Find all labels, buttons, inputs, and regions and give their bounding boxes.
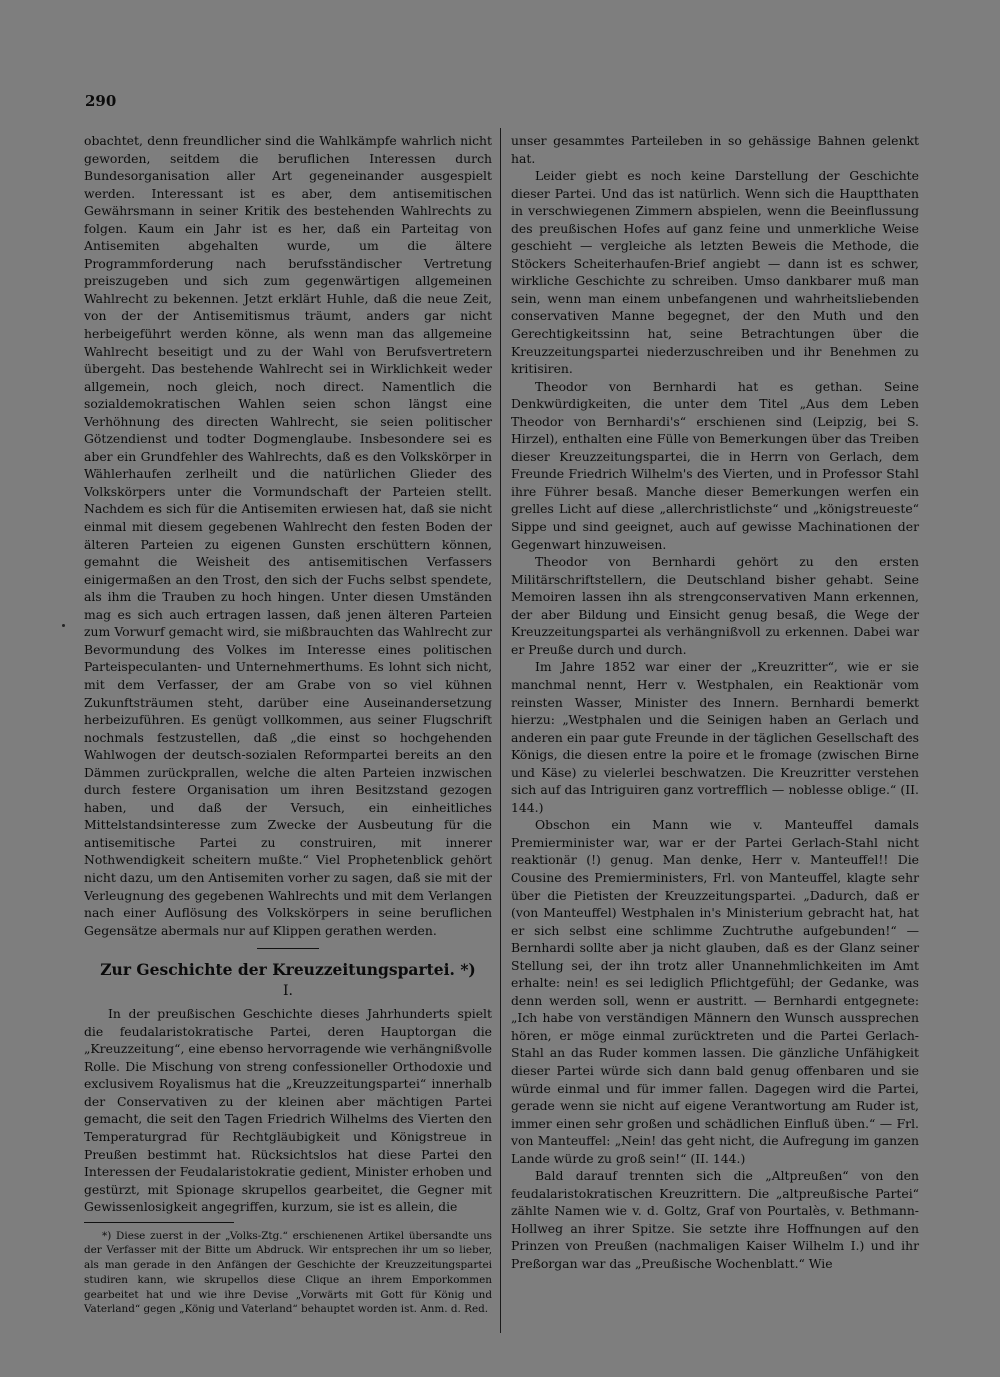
footnote-divider — [84, 1222, 234, 1223]
section-number: I. — [283, 983, 293, 1000]
page-number: 290 — [85, 92, 117, 110]
left-column — [84, 132, 492, 1317]
paragraph: Leider giebt es noch keine Darstellung der Geschichte dieser Partei. Und das ist natürlich. Wenn sich die Hauptthaten in verschwiegenen Zimmern abspielen, wenn die Beeinflussung des preußischen Hofes auf ganz feine und unmerkliche Weise geschieht — vergleiche als letzten Beweis die Methode, die Stöckers Scheiterhaufen-Brief angiebt — dann ist es schwer, wirkliche Geschichte zu schreiben. Umso dankbarer muß man sein, wenn man einem unbefangenen und wahrheitsliebenden conservativen Manne begegnet, der den Muth und den Gerechtigkeitssinn hat, seine Betrachtungen über die Kreuzzeitungspartei niederzuschreiben und ihr Benehmen zu kritisiren. — [511, 168, 919, 377]
article-end-paragraph: obachtet, denn freundlicher sind die Wahlkämpfe wahrlich nicht geworden, seitdem die beruflichen Interessen durch Bundesorganisation aller Art gegeneinander ausgespielt werden. Interessant ist es aber, dem antisemitischen Gewährsmann in seiner Kritik des bestehenden Wahlrechts zu folgen. Kaum ein Jahr ist es her, daß ein Parteitag von Antisemiten abgehalten wurde, um die ältere Programmforderung nach berufsständischer Vertretung preiszugeben und sich zum gegenwärtigen allgemeinen Wahlrecht zu bekennen. Jetzt erklärt Huhle, daß die neue Zeit, von der der Antisemitismus träumt, anders gar nicht herbeigeführt werden könne, als wenn man das allgemeine Wahlrecht beseitigt und zu der Wahl von Berufsvertretern übergeht. Das bestehende Wahlrecht sei in Wirklichkeit weder allgemein, noch gleich, noch direct. Namentlich die sozialdemokratischen Wahlen seien schon längst eine Verhöhnung des directen Wahlrecht, sie seien politischer Götzendienst und todter Dogmenglaube. Insbesondere sei es aber ein Grundfehler des Wahlrechts, daß es den Volkskörper in Wählerhaufen zerlheilt und die natürlichen Glieder des Volkskörpers unter die Vormundschaft der Parteien stellt. Nachdem es sich für die Antisemiten erwiesen hat, daß sie nicht einmal mit diesem gegebenen Wahlrecht den festen Boden der älteren Parteien zu eigenen Gunsten erschüttern können, gemahnt die Weisheit des antisemitischen Verfassers einigermaßen an den Trost, den sich der Fuchs selbst spendete, als ihm die Trauben zu hoch hingen. Unter diesen Umständen mag es sich auch ertragen lassen, daß jenen älteren Parteien zum Vorwurf gemacht wird, sie mißbrauchten das Wahlrecht zur Bevormundung des Volkes im Interesse eines politischen Parteispeculanten- und Unternehmerthums. Es lohnt sich nicht, mit dem Verfasser, der am Grabe von so viel kühnen Zukunftsträumen steht, darüber eine Auseinandersetzung herbeizuführen. Es genügt vollkommen, aus seiner Flugschrift nochmals festzustellen, daß „die einst so hochgehenden Wahlwogen der deutsch-sozialen Reformpartei bereits an den Dämmen zurückprallen, welche die alten Parteien inzwischen durch festere Organisation um ihren Besitzstand gezogen haben, und daß der Versuch, ein einheitliches Mittelstandsinteresse zum Zwecke der Ausbeutung für die antisemitische Partei zu construiren, mit innerer Nothwendigkeit scheitern mußte.“ Viel Prophetenblick gehört nicht dazu, um den Antisemiten vorher zu sagen, daß sie mit der Verleugnung des gegebenen Wahlrechts und mit dem Verlangen nach einer Auflösung des Volkskörpers in seine beruflichen Gegensätze abermals nur auf Klippen gerathen werden. — [84, 133, 492, 938]
paragraph: Bald darauf trennten sich die „Altpreußen“ von den feudalaristokratischen Kreuzrittern. Die „altpreußische Partei“ zählte Namen wie v. d. Goltz, Graf von Pourtalès, v. Bethmann-Hollweg an ihrer Spitze. Sie setzte ihre Hoffnungen auf den Prinzen von Preußen (nachmaligen Kaiser Wilhelm I.) und ihr Preßorgan war das „Preußische Wochenblatt.“ Wie — [511, 1168, 919, 1271]
paragraph: unser gesammtes Parteileben in so gehässige Bahnen gelenkt hat. — [511, 133, 919, 166]
paragraph: Obschon ein Mann wie v. Manteuffel damals Premierminister war, war er der Partei Gerlach-Stahl nicht reaktionär (!) genug. Man denke, Herr v. Manteuffel!! Die Cousine des Premierministers, Frl. von Manteuffel, klagte sehr über die Pietisten der Kreuzzeitungspartei. „Dadurch, daß er (von Manteuffel) Westphalen in's Ministerium gebracht hat, hat er sich selbst eine schlimme Zuchtruthe aufgebunden!“ — Bernhardi sollte aber ja nicht glauben, daß es der Glanz seiner Stellung sei, der ihn trotz aller Unannehmlichkeiten im Amt erhalte: nein! es sei lediglich Pflichtgefühl; der Gedanke, was denn werden soll, wenn er austritt. — Bernhardi entgegnete: „Ich habe von verständigen Männern den Wunsch aussprechen hören, er möge einmal zurücktreten und die Partei Gerlach-Stahl an das Ruder kommen lassen. Die gänzliche Unfähigkeit dieser Partei würde sich dann bald genug offenbaren und sie würde einmal und für immer fallen. Dagegen wird die Partei, gerade wenn sie nicht auf eigene Verantwortung am Ruder ist, immer einen sehr großen und schädlichen Einfluß üben.“ — Frl. von Manteuffel: „Nein! das geht nicht, die Aufregung im ganzen Lande würde zu groß sein!“ (II. 144.) — [511, 817, 919, 1166]
margin-mark — [62, 624, 65, 627]
paragraph: Theodor von Bernhardi gehört zu den ersten Militärschriftstellern, die Deutschland bisher gehabt. Seine Memoiren lassen ihn als strengconservativen Mann erkennen, der aber Bildung und Einsicht genug besaß, die Wege der Kreuzzeitungspartei als verhängnißvoll zu erkennen. Dabei war er Preuße durch und durch. — [511, 554, 919, 657]
section-title: Zur Geschichte der Kreuzzeitungspartei. *) — [100, 960, 476, 980]
footnote-text: *) Diese zuerst in der „Volks-Ztg.“ erschienenen Artikel übersandte uns der Verfasser mit der Bitte um Abdruck. Wir entsprechen ihr um so lieber, als man gerade in den Anfängen der Geschichte der Kreuzzeitungspartei studiren kann, wie skrupellos diese Clique an ihrem Emporkommen gearbeitet hat und wie ihre Devise „Vorwärts mit Gott für König und Vaterland“ gegen „König und Vaterland“ behauptet worden ist. Anm. d. Red. — [84, 1229, 492, 1316]
paragraph: Theodor von Bernhardi hat es gethan. Seine Denkwürdigkeiten, die unter dem Titel „Aus dem Leben Theodor von Bernhardi's“ erschienen sind (Leipzig, bei S. Hirzel), enthalten eine Fülle von Bemerkungen über das Treiben dieser Kreuzzeitungspartei, die in Herrn von Gerlach, dem Freunde Friedrich Wilhelm's des Vierten, und in Professor Stahl ihre Führer besaß. Manche dieser Bemerkungen werfen ein grelles Licht auf diese „allerchristlichste“ und „königstreueste“ Sippe und sind geeignet, auch auf gewisse Machinationen der Gegenwart hinzuweisen. — [511, 378, 919, 552]
footnote — [84, 1229, 492, 1317]
paragraph: Im Jahre 1852 war einer der „Kreuzritter“, wie er sie manchmal nennt, Herr v. Westphalen, ein Reaktionär vom reinsten Wasser, Minister des Innern. Bernhardi bemerkt hierzu: „Westphalen und die Seinigen haben an Gerlach und anderen ein paar gute Freunde in der täglichen Gesellschaft des Königs, die diesen entre la poire et le fromage (zwischen Birne und Käse) zu vielerlei beschwatzen. Die Kreuzritter verstehen sich auf das Intriguiren ganz vortrefflich — noblesse oblige.“ (II. 144.) — [511, 659, 919, 815]
right-column — [511, 132, 919, 1273]
section-paragraph: In der preußischen Geschichte dieses Jahrhunderts spielt die feudalaristokratische Partei, deren Hauptorgan die „Kreuzzeitung“, eine ebenso hervorragende wie verhängnißvolle Rolle. Die Mischung von streng confessioneller Orthodoxie und exclusivem Royalismus hat die „Kreuzzeitungspartei“ innerhalb der Conservativen zu der kleinen aber mächtigen Partei gemacht, die seit den Tagen Friedrich Wilhelms des Vierten den Temperaturgrad für Rechtgläubigkeit und Königstreue in Preußen bestimmt hat. Rücksichtslos hat diese Partei den Interessen der Feudalaristokratie gedient, Minister erhoben und gestürzt, mit Spionage skrupellos gearbeitet, die Gegner mit Gewissenlosigkeit angegriffen, kurzum, sie ist es allein, die — [84, 1006, 492, 1215]
column-divider — [500, 128, 501, 1333]
section-divider — [257, 948, 319, 949]
